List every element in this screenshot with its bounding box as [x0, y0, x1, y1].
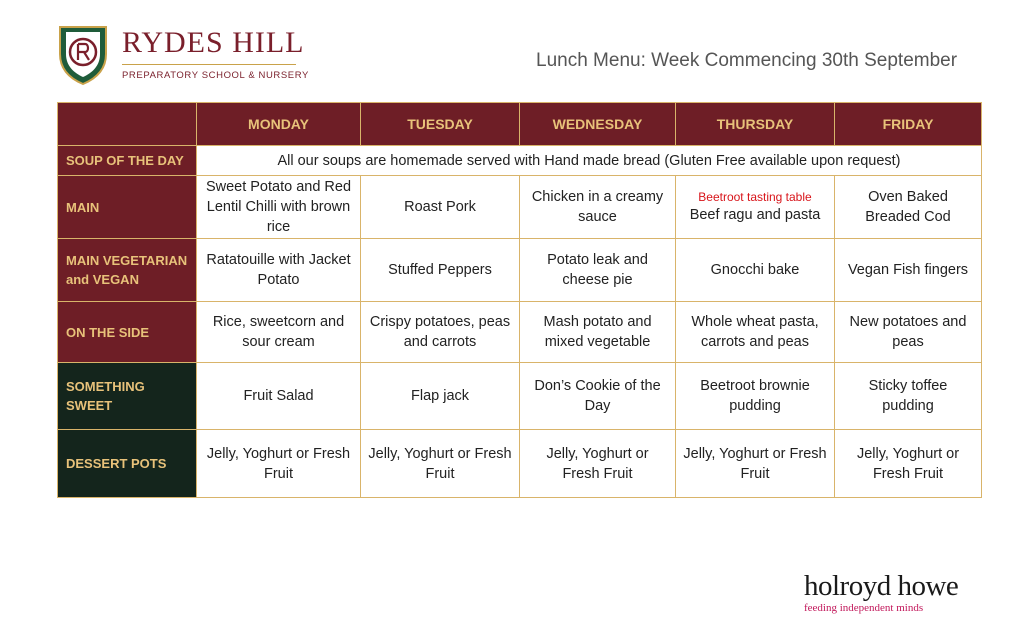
menu-cell-main-tuesday: Roast Pork	[361, 176, 520, 239]
main-row	[58, 176, 982, 239]
day-header-friday: FRIDAY	[835, 103, 982, 146]
menu-cell-sweet-wednesday: Don’s Cookie of the Day	[520, 363, 676, 430]
menu-cell-side-tuesday: Crispy potatoes, peas and carrots	[361, 302, 520, 363]
day-header-thursday: THURSDAY	[676, 103, 835, 146]
menu-cell-main-wednesday: Chicken in a creamy sauce	[520, 176, 676, 239]
school-name-divider	[122, 64, 296, 65]
menu-cell-sweet-friday: Sticky toffee pudding	[835, 363, 982, 430]
menu-cell-sweet-monday: Fruit Salad	[197, 363, 361, 430]
menu-cell-veg-thursday: Gnocchi bake	[676, 239, 835, 302]
holroyd-howe-tagline: feeding independent minds	[804, 602, 924, 614]
row-label-dessert-pots: DESSERT POTS	[58, 430, 197, 498]
menu-title: Lunch Menu: Week Commencing 30th September	[536, 50, 958, 71]
menu-cell-side-wednesday: Mash potato and mixed vegetable	[520, 302, 676, 363]
menu-cell-main-friday: Oven Baked Breaded Cod	[835, 176, 982, 239]
vegetarian-row	[58, 239, 982, 302]
menu-cell-veg-friday: Vegan Fish fingers	[835, 239, 982, 302]
day-header-row	[58, 103, 982, 146]
menu-cell-dessert-tuesday: Jelly, Yoghurt or Fresh Fruit	[361, 430, 520, 498]
row-label-main: MAIN	[58, 176, 197, 239]
school-crest-logo	[57, 24, 109, 86]
sweet-row	[58, 363, 982, 430]
menu-cell-dessert-wednesday: Jelly, Yoghurt or Fresh Fruit	[520, 430, 676, 498]
menu-cell-dessert-thursday: Jelly, Yoghurt or Fresh Fruit	[676, 430, 835, 498]
holroyd-howe-logo: holroyd howe	[804, 570, 959, 602]
day-header-tuesday: TUESDAY	[361, 103, 520, 146]
menu-cell-veg-monday: Ratatouille with Jacket Potato	[197, 239, 361, 302]
menu-cell-side-monday: Rice, sweetcorn and sour cream	[197, 302, 361, 363]
header-corner-cell	[58, 103, 197, 146]
day-header-wednesday: WEDNESDAY	[520, 103, 676, 146]
menu-cell-dessert-friday: Jelly, Yoghurt or Fresh Fruit	[835, 430, 982, 498]
row-label-vegetarian: MAIN VEGETARIAN and VEGAN	[58, 239, 197, 302]
menu-cell-main-monday: Sweet Potato and Red Lentil Chilli with brown rice	[197, 176, 361, 239]
lunch-menu-table	[57, 102, 982, 498]
thursday-main-dish: Beef ragu and pasta	[689, 207, 821, 223]
dessert-pots-row	[58, 430, 982, 498]
menu-cell-veg-wednesday: Potato leak and cheese pie	[520, 239, 676, 302]
menu-cell-sweet-thursday: Beetroot brownie pudding	[676, 363, 835, 430]
soup-row	[58, 146, 982, 176]
day-header-monday: MONDAY	[197, 103, 361, 146]
row-label-sweet: SOMETHING SWEET	[58, 363, 197, 430]
beetroot-tasting-note: Beetroot tasting table	[698, 190, 812, 204]
soup-note: All our soups are homemade served with Hand made bread (Gluten Free available upon request)	[197, 146, 982, 176]
menu-cell-side-thursday: Whole wheat pasta, carrots and peas	[676, 302, 835, 363]
menu-cell-veg-tuesday: Stuffed Peppers	[361, 239, 520, 302]
menu-cell-side-friday: New potatoes and peas	[835, 302, 982, 363]
row-label-soup: SOUP OF THE DAY	[58, 146, 197, 176]
menu-cell-dessert-monday: Jelly, Yoghurt or Fresh Fruit	[197, 430, 361, 498]
menu-cell-main-thursday	[676, 176, 835, 239]
school-subtitle: PREPARATORY SCHOOL & NURSERY	[122, 70, 309, 81]
school-name: RYDES HILL	[122, 26, 305, 59]
menu-cell-sweet-tuesday: Flap jack	[361, 363, 520, 430]
row-label-side: ON THE SIDE	[58, 302, 197, 363]
side-row	[58, 302, 982, 363]
